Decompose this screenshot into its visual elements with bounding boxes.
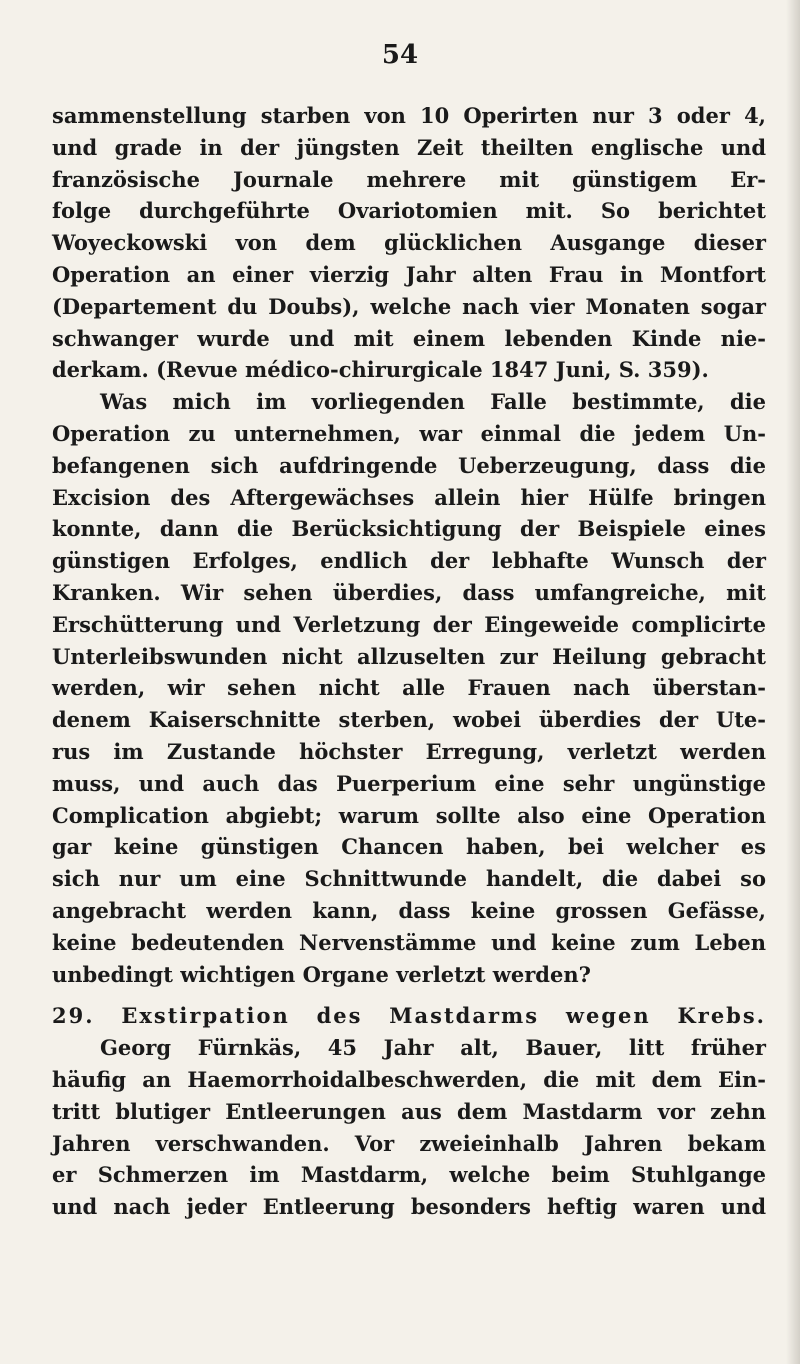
text-line: (Departement du Doubs), welche nach vier Monaten sogar: [52, 293, 766, 319]
text-line: angebracht werden kann, dass keine grossen Gefässe,: [52, 897, 766, 923]
text-line: keine bedeutenden Nervenstämme und keine zum Leben: [52, 929, 766, 955]
text-line: er Schmerzen im Mastdarm, welche beim Stuhlgange: [52, 1162, 766, 1188]
paragraph-start: Georg Fürnkäs, 45 Jahr alt, Bauer, litt früher: [100, 1035, 766, 1061]
paragraph-start: Was mich im vorliegenden Falle bestimmte, die: [100, 389, 766, 415]
text-line: Excision des Aftergewächses allein hier Hülfe bringen: [52, 484, 766, 510]
text-line: denem Kaiserschnitte sterben, wobei überdies der Ute-: [52, 707, 766, 733]
text-line: folge durchgeführte Ovariotomien mit. So berichtet: [52, 198, 766, 224]
text-line: und nach jeder Entleerung besonders heftig waren und: [52, 1194, 766, 1220]
text-line: muss, und auch das Puerperium eine sehr ungünstige: [52, 770, 766, 796]
text-line: häufig an Haemorrhoidalbeschwerden, die mit dem Ein-: [52, 1066, 766, 1092]
text-line: Woyeckowski von dem glücklichen Ausgange dieser: [52, 230, 766, 256]
text-line: tritt blutiger Entleerungen aus dem Mastdarm vor zehn: [52, 1098, 766, 1124]
text-line: Jahren verschwanden. Vor zweieinhalb Jahren bekam: [52, 1130, 766, 1156]
text-line: sich nur um eine Schnittwunde handelt, die dabei so: [52, 866, 766, 892]
section-heading: 29. Exstirpation des Mastdarms wegen Krebs.: [52, 1003, 766, 1029]
text-line: derkam. (Revue médico-chirurgicale 1847 Juni, S. 359).: [52, 357, 709, 383]
text-line: günstigen Erfolges, endlich der lebhafte Wunsch der: [52, 548, 766, 574]
page-edge-shadow: [786, 0, 800, 1364]
text-line: Operation an einer vierzig Jahr alten Frau in Montfort: [52, 261, 766, 287]
text-line: Erschütterung und Verletzung der Eingeweide complicirte: [52, 611, 766, 637]
text-line: gar keine günstigen Chancen haben, bei welcher es: [52, 834, 766, 860]
text-line: schwanger wurde und mit einem lebenden Kinde nie-: [52, 325, 766, 351]
text-line: rus im Zustande höchster Erregung, verletzt werden: [52, 738, 766, 764]
text-line: Kranken. Wir sehen überdies, dass umfangreiche, mit: [52, 579, 766, 605]
text-line: werden, wir sehen nicht alle Frauen nach überstan-: [52, 675, 766, 701]
body-text: [52, 100, 766, 1223]
text-line: und grade in der jüngsten Zeit theilten englische und: [52, 134, 766, 160]
text-line: französische Journale mehrere mit günstigem Er-: [52, 166, 766, 192]
text-line: sammenstellung starben von 10 Operirten nur 3 oder 4,: [52, 103, 766, 128]
page-number: 54: [381, 40, 419, 70]
text-line: konnte, dann die Berücksichtigung der Beispiele eines: [52, 516, 766, 542]
text-line: Complication abgiebt; warum sollte also eine Operation: [52, 802, 766, 828]
text-line: befangenen sich aufdringende Ueberzeugung, dass die: [52, 452, 766, 478]
text-line: Operation zu unternehmen, war einmal die jedem Un-: [52, 420, 766, 446]
text-line: unbedingt wichtigen Organe verletzt werden?: [52, 961, 591, 987]
text-line: Unterleibswunden nicht allzuselten zur Heilung gebracht: [52, 643, 766, 669]
